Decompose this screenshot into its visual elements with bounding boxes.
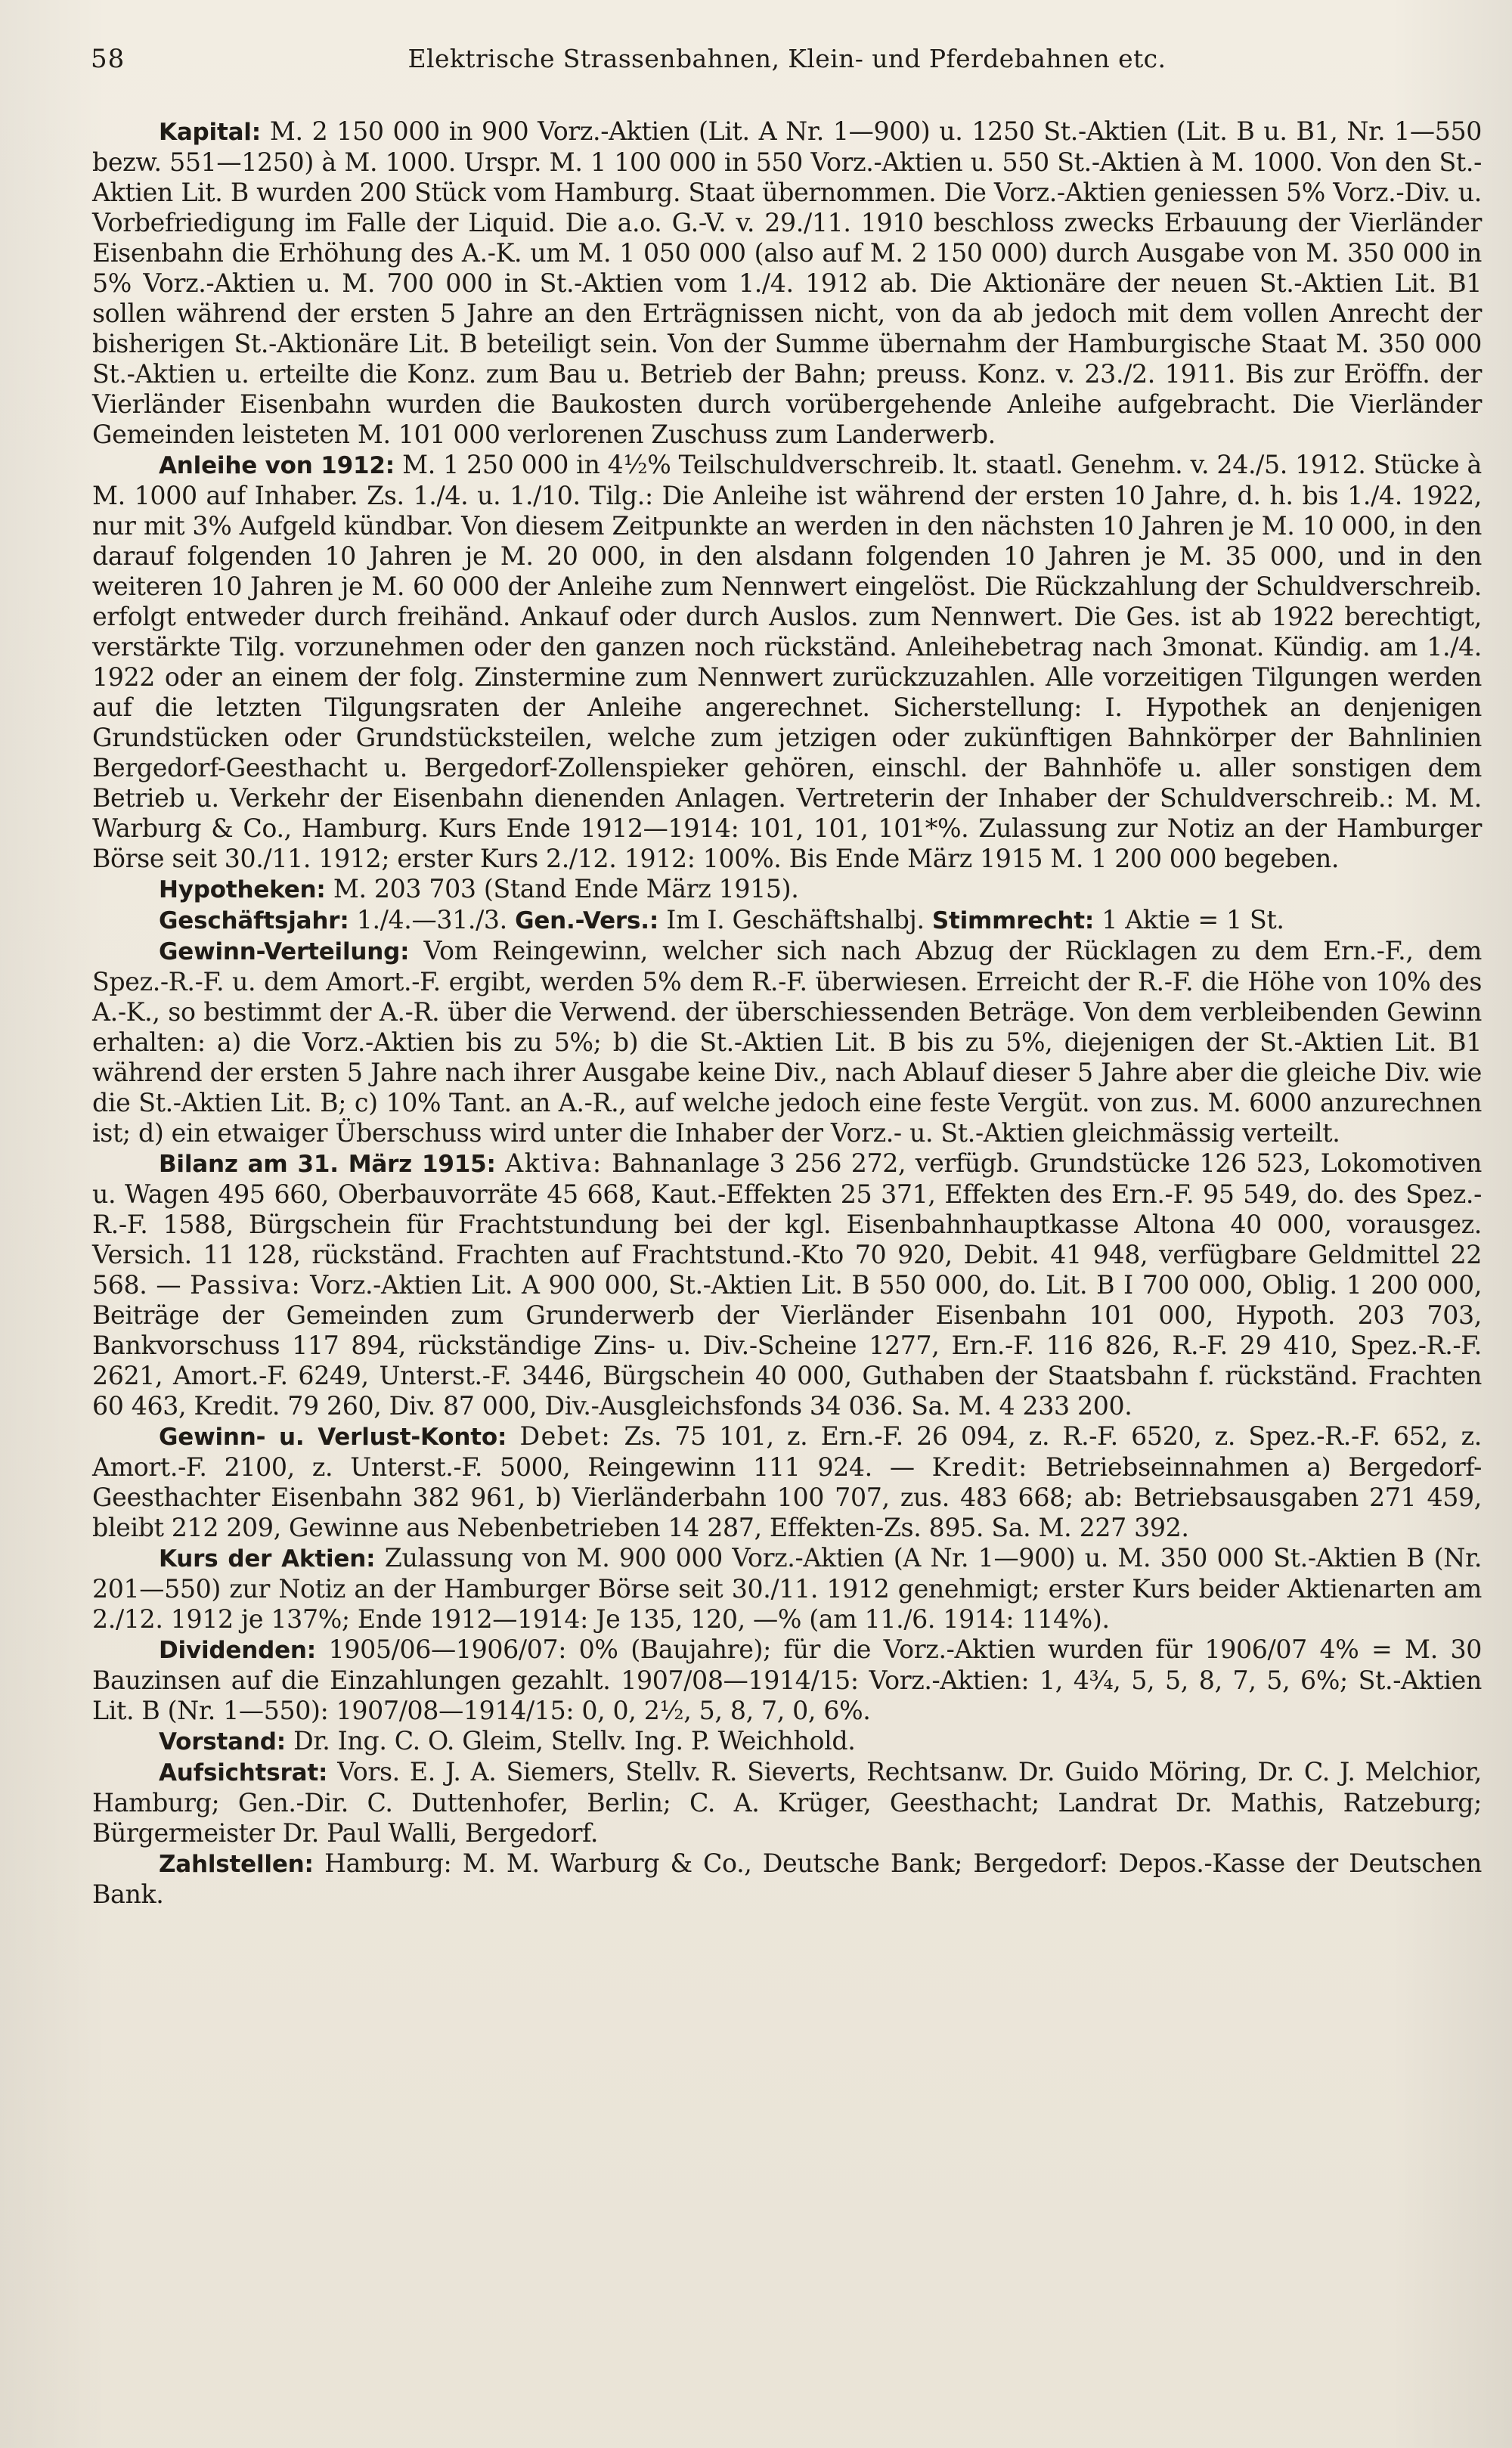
paragraph-text: Vors. E. J. A. Siemers, Stellv. R. Sieverts, Rechtsanw. Dr. Guido Möring, Dr. C. J. Melchior, Hamburg; Gen.-Dir. C. Duttenhofer, Berlin; C. A. Krüger, Geesthacht; Landrat Dr. Mathis, Ratzeburg; Bürgermeister Dr. Paul Walli, Bergedorf.: [92, 1757, 1482, 1848]
paragraph-kurs-der-aktien: [92, 1543, 1482, 1635]
paragraph-heading: Geschäftsjahr:: [159, 907, 349, 934]
paragraph-bilanz: [92, 1148, 1482, 1421]
paragraph-text: Bahnanlage 3 256 272, verfügb. Grundstücke 126 523, Lokomotiven u. Wagen 495 660, Oberbauvorräte 45 668, Kaut.-Effekten 25 371, Effekten des Ern.-F. 95 549, do. des Spez.-R.-F. 1588, Bürgschein für Frachtstundung bei der kgl. Eisenbahnhauptkasse Altona 40 000, vorausgez. Versich. 11 128, rückständ. Frachten auf Frachtstund.-Kto 70 920, Debit. 41 948, verfügbare Geldmittel 22 568. —: [92, 1148, 1483, 1300]
paragraph-heading: Gewinn- u. Verlust-Konto:: [159, 1424, 507, 1451]
paragraph-heading: Zahlstellen:: [159, 1851, 314, 1878]
running-title: Elektrische Strassenbahnen, Klein- und Pferdebahnen etc.: [407, 44, 1167, 73]
paragraph-text: 1./4.—31./3.: [356, 905, 507, 934]
paragraph-text-secondary: Betriebseinnahmen a) Bergedorf-Geesthachter Eisenbahn 382 961, b) Vierländerbahn 100 707, zus. 483 668; ab: Betriebsausgaben 271 459, bleibt 212 209, Gewinne aus Nebenbetrieben 14 287, Effekten-Zs. 895. Sa. M. 227 392.: [92, 1452, 1483, 1542]
paragraph-text-tertiary: 1 Aktie = 1 St.: [1101, 905, 1284, 934]
paragraph-heading: Bilanz am 31. März 1915:: [159, 1151, 496, 1178]
passiva-label: Passiva:: [190, 1270, 302, 1300]
paragraph-text: Zs. 75 101, z. Ern.-F. 26 094, z. R.-F. 6520, z. Spez.-R.-F. 652, z. Amort.-F. 2100, z. Unterst.-F. 5000, Reingewinn 111 924. —: [92, 1421, 1483, 1482]
paragraph-heading: Kurs der Aktien:: [159, 1545, 376, 1573]
paragraph-gewinn-verlust-konto: [92, 1421, 1482, 1543]
paragraph-hypotheken: [92, 874, 1482, 905]
debet-label: Debet:: [519, 1421, 612, 1451]
paragraph-heading: Vorstand:: [159, 1728, 286, 1755]
page-header: [92, 44, 1482, 100]
paragraph-text: Vom Reingewinn, welcher sich nach Abzug der Rücklagen zu dem Ern.-F., dem Spez.-R.-F. u. dem Amort.-F. ergibt, werden 5% dem R.-F. überwiesen. Erreicht der R.-F. die Höhe von 10% des A.-K., so bestimmt der A.-R. über die Verwend. der überschiessenden Beträge. Von dem verbleibenden Gewinn erhalten: a) die Vorz.-Aktien bis zu 5%; b) die St.-Aktien Lit. B bis zu 5%, diejenigen der St.-Aktien Lit. B1 während der ersten 5 Jahre nach ihrer Ausgabe keine Div., nach Ablauf dieser 5 Jahre aber die gleiche Div. wie die St.-Aktien Lit. B; c) 10% Tant. an A.-R., auf welche jedoch eine feste Vergüt. von zus. M. 6000 anzurechnen ist; d) ein etwaiger Überschuss wird unter die Inhaber der Vorz.- u. St.-Aktien gleichmässig verteilt.: [92, 936, 1482, 1148]
paragraph-text: M. 1 250 000 in 4½% Teilschuldverschreib. lt. staatl. Genehm. v. 24./5. 1912. Stücke à M. 1000 auf Inhaber. Zs. 1./4. u. 1./10. Tilg.: Die Anleihe ist während der ersten 10 Jahre, d. h. bis 1./4. 1922, nur mit 3% Aufgeld kündbar. Von diesem Zeitpunkte an werden in den nächsten 10 Jahren je M. 10 000, in den darauf folgenden 10 Jahren je M. 20 000, in den alsdann folgenden 10 Jahren je M. 35 000, und in den weiteren 10 Jahren je M. 60 000 der Anleihe zum Nennwert eingelöst. Die Rückzahlung der Schuldverschreib. erfolgt entweder durch freihänd. Ankauf oder durch Auslos. zum Nennwert. Die Ges. ist ab 1922 berechtigt, verstärkte Tilg. vorzunehmen oder den ganzen noch rückständ. Anleihebetrag nach 3monat. Kündig. am 1./4. 1922 oder an einem der folg. Zinstermine zum Nennwert zurückzuzahlen. Alle vorzeitigen Tilgungen werden auf die letzten Tilgungsraten der Anleihe angerechnet. Sicherstellung: I. Hypothek an denjenigen Grundstücken oder Grundstücksteilen, welche zum jetzigen oder zukünftigen Bahnkörper der Bahnlinien Bergedorf-Geesthacht u. Bergedorf-Zollenspieker gehören, einschl. der Bahnhöfe u. aller sonstigen dem Betrieb u. Verkehr der Eisenbahn dienenden Anlagen. Vertreterin der Inhaber der Schuldverschreib.: M. M. Warburg & Co., Hamburg. Kurs Ende 1912—1914: 101, 101, 101*%. Zulassung zur Notiz an der Hamburger Börse seit 30./11. 1912; erster Kurs 2./12. 1912: 100%. Bis Ende März 1915 M. 1 200 000 begeben.: [92, 450, 1482, 873]
paragraph-dividenden: [92, 1635, 1482, 1726]
paragraph-text: Hamburg: M. M. Warburg & Co., Deutsche Bank; Bergedorf: Depos.-Kasse der Deutschen Bank.: [92, 1848, 1482, 1909]
paragraph-heading-secondary: Gen.-Vers.:: [515, 907, 659, 934]
paragraph-text: Dr. Ing. C. O. Gleim, Stellv. Ing. P. Weichhold.: [293, 1726, 856, 1755]
paragraph-text: 1905/06—1906/07: 0% (Baujahre); für die Vorz.-Aktien wurden für 1906/07 4% = M. 30 Bauzinsen auf die Einzahlungen gezahlt. 1907/08—1914/15: Vorz.-Aktien: 1, 4¾, 5, 5, 8, 7, 5, 6%; St.-Aktien Lit. B (Nr. 1—550): 1907/08—1914/15: 0, 0, 2½, 5, 8, 7, 0, 6%.: [92, 1635, 1483, 1725]
aktiva-label: Aktiva:: [505, 1148, 603, 1178]
paragraph-zahlstellen: [92, 1848, 1482, 1910]
paragraph-heading: Gewinn-Verteilung:: [159, 938, 410, 965]
paragraph-heading: Dividenden:: [159, 1637, 316, 1664]
paragraph-text-secondary: Vorz.-Aktien Lit. A 900 000, St.-Aktien Lit. B 550 000, do. Lit. B I 700 000, Oblig. 1 200 000, Beiträge der Gemeinden zum Grunderwerb der Vierländer Eisenbahn 101 000, Hypoth. 203 703, Bankvorschuss 117 894, rückständige Zins- u. Div.-Scheine 1277, Ern.-F. 116 826, R.-F. 29 410, Spez.-R.-F. 2621, Amort.-F. 6249, Unterst.-F. 3446, Bürgschein 40 000, Guthaben der Staatsbahn f. rückständ. Frachten 60 463, Kredit. 79 260, Div. 87 000, Div.-Ausgleichsfonds 34 036. Sa. M. 4 233 200.: [92, 1270, 1483, 1421]
document-body: [92, 116, 1482, 1910]
kredit-label: Kredit:: [931, 1452, 1028, 1482]
paragraph-heading: Kapital:: [159, 119, 261, 146]
paragraph-heading-tertiary: Stimmrecht:: [931, 907, 1095, 934]
paragraph-vorstand: [92, 1726, 1482, 1757]
paragraph-aufsichtsrat: [92, 1757, 1482, 1848]
paragraph-heading: Aufsichtsrat:: [159, 1759, 328, 1786]
paragraph-text: Zulassung von M. 900 000 Vorz.-Aktien (A Nr. 1—900) u. M. 350 000 St.-Aktien B (Nr. 201—550) zur Notiz an der Hamburger Börse seit 30./11. 1912 genehmigt; erster Kurs beider Aktienarten am 2./12. 1912 je 137%; Ende 1912—1914: Je 135, 120, —% (am 11./6. 1914: 114%).: [92, 1543, 1483, 1634]
paragraph-geschaeftsjahr: [92, 905, 1482, 936]
paragraph-text-secondary: Im I. Geschäftshalbj.: [666, 905, 925, 934]
paragraph-kapital: [92, 116, 1482, 450]
paragraph-heading: Hypotheken:: [159, 876, 326, 903]
paragraph-gewinn-verteilung: [92, 936, 1482, 1148]
paragraph-heading: Anleihe von 1912:: [159, 452, 395, 479]
page-number: 58: [91, 44, 125, 74]
paragraph-text: M. 203 703 (Stand Ende März 1915).: [333, 874, 799, 903]
paragraph-text: M. 2 150 000 in 900 Vorz.-Aktien (Lit. A Nr. 1—900) u. 1250 St.-Aktien (Lit. B u. B1, Nr. 1—550 bezw. 551—1250) à M. 1000. Urspr. M. 1 100 000 in 550 Vorz.-Aktien u. 550 St.-Aktien à M. 1000. Von den St.-Aktien Lit. B wurden 200 Stück vom Hamburg. Staat übernommen. Die Vorz.-Aktien geniessen 5% Vorz.-Div. u. Vorbefriedigung im Falle der Liquid. Die a.o. G.-V. v. 29./11. 1910 beschloss zwecks Erbauung der Vierländer Eisenbahn die Erhöhung des A.-K. um M. 1 050 000 (also auf M. 2 150 000) durch Ausgabe von M. 350 000 in 5% Vorz.-Aktien u. M. 700 000 in St.-Aktien vom 1./4. 1912 ab. Die Aktionäre der neuen St.-Aktien Lit. B1 sollen während der ersten 5 Jahre an den Erträgnissen nicht, von da ab jedoch mit dem vollen Anrecht der bisherigen St.-Aktionäre Lit. B beteiligt sein. Von der Summe übernahm der Hamburgische Staat M. 350 000 St.-Aktien u. erteilte die Konz. zum Bau u. Betrieb der Bahn; preuss. Konz. v. 23./2. 1911. Bis zur Eröffn. der Vierländer Eisenbahn wurden die Baukosten durch vorübergehende Anleihe aufgebracht. Die Vierländer Gemeinden leisteten M. 101 000 verlorenen Zuschuss zum Landerwerb.: [92, 116, 1482, 449]
paragraph-anleihe-1912: [92, 450, 1482, 874]
